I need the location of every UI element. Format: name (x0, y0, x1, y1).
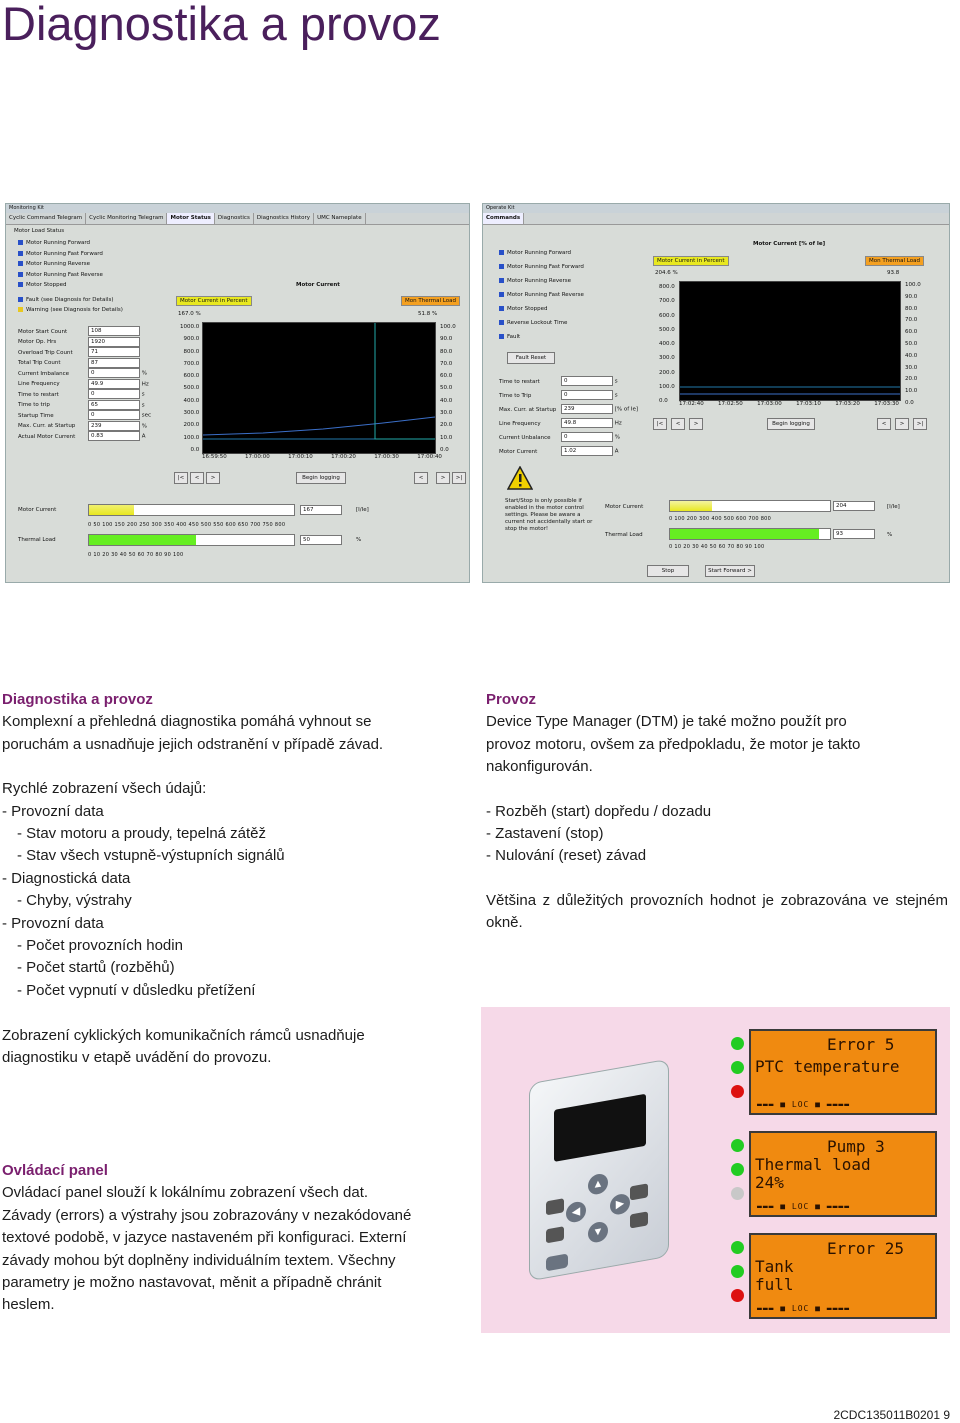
field-unit: sec (141, 412, 152, 419)
field-unit: [% of Ie] (614, 406, 639, 413)
lcd-line-1: Pump 3 (827, 1137, 885, 1156)
panel-line: závady mohou být doplněny individuálním textem. Všechny (2, 1251, 396, 1269)
field-value: 65 (88, 400, 140, 410)
chart-title: Motor Current [% of Ie] (753, 241, 826, 247)
green-led (731, 1139, 744, 1152)
lcd-line-3: full (755, 1275, 794, 1294)
led-column (731, 1239, 745, 1309)
window-title: Operate Kit (483, 204, 949, 213)
nav-zoom-in-button[interactable]: > (895, 418, 909, 430)
page-footer: 2CDC135011B0201 9 (833, 1408, 950, 1422)
green-led (731, 1037, 744, 1050)
status-list (499, 248, 584, 346)
device-button[interactable] (546, 1226, 564, 1243)
field-label: Max. Curr. at Startup (499, 406, 557, 413)
list-item: - Počet provozních hodin (17, 937, 183, 955)
cyclic-line: Zobrazení cyklických komunikačních rámců usnadňuje (2, 1027, 365, 1044)
motor-current-bar (669, 500, 831, 512)
lcd-line-1: Error 25 (827, 1239, 905, 1258)
operation-section (486, 689, 948, 935)
tab-bar (483, 213, 949, 225)
value-motor-current: 167.0 % (178, 311, 201, 317)
up-arrow-button[interactable]: ▲ (588, 1172, 608, 1196)
status-list (18, 238, 123, 316)
motor-current-value: 204 (833, 501, 875, 511)
field-value: 1.02 (561, 446, 613, 456)
led-column (731, 1137, 745, 1207)
panel-line: parametry je možno nastavovat, měnit a případně chránit (2, 1274, 382, 1292)
field-value: 0.83 (88, 431, 140, 441)
panel-section (2, 1160, 472, 1317)
field-label: Line Frequency (499, 420, 541, 427)
left-arrow-button[interactable]: ◀ (566, 1200, 586, 1224)
field-unit: % (141, 370, 147, 377)
thermal-load-value: 50 (300, 535, 342, 545)
thermal-load-unit: % (356, 537, 362, 543)
thermal-load-label: Thermal Load (605, 532, 643, 538)
nav-zoom-out-button[interactable]: < (877, 418, 891, 430)
field-label: Startup Time (18, 412, 54, 419)
section-heading: Provoz (486, 691, 537, 708)
panel-line: Závady (errors) a výstrahy jsou zobrazovány v nezakódované (2, 1206, 412, 1224)
motor-current-scale: 0 100 200 300 400 500 600 700 800 (669, 516, 772, 522)
led-column (731, 1035, 745, 1105)
status-label: Motor Running Fast Reverse (26, 271, 103, 278)
field-label: Motor Start Count (18, 328, 68, 335)
monitoring-window (5, 203, 470, 583)
green-led (731, 1163, 744, 1176)
section-heading: Ovládací panel (2, 1162, 108, 1179)
value-motor-current: 204.6 % (655, 270, 678, 276)
motor-current-fill (670, 501, 712, 511)
list-item: - Provozní data (2, 914, 104, 932)
field-value: 49.8 (561, 418, 613, 428)
intro-line: poruchám a usnadňuje jejich odstranění v případě závad. (2, 735, 384, 753)
diagnostics-section (2, 689, 462, 1002)
field-value: 0 (561, 432, 613, 442)
thermal-load-label: Thermal Load (18, 537, 56, 543)
status-label: Motor Running Fast Reverse (507, 292, 584, 298)
cyclic-line: diagnostiku v etapě uvádění do provozu. (2, 1049, 272, 1067)
nav-next-button[interactable]: > (689, 418, 703, 430)
field-value: 0 (88, 389, 140, 399)
intro-line: provoz motoru, ovšem za předpokladu, že motor je takto (486, 735, 861, 753)
status-label: Motor Running Fast Forward (507, 264, 584, 270)
legend-thermal-load: Mon Thermal Load (865, 256, 924, 266)
warning-led (18, 307, 23, 312)
list-item: - Diagnostická data (2, 869, 131, 887)
field-value: 0 (561, 390, 613, 400)
nav-last-button[interactable]: >| (452, 472, 466, 484)
field-unit: Hz (141, 381, 149, 387)
operate-window (482, 203, 950, 583)
status-led (499, 320, 504, 325)
nav-first-button[interactable]: |< (174, 472, 188, 484)
plot-lines (203, 323, 435, 453)
tab-motor-status[interactable]: Motor Status (167, 213, 214, 224)
panel-line: heslem. (2, 1296, 55, 1314)
field-value: 0 (88, 368, 140, 378)
status-led (499, 264, 504, 269)
field-label: Max. Curr. at Startup (18, 423, 76, 429)
list-item: - Stav motoru a proudy, tepelná zátěž (17, 825, 267, 843)
field-label: Line Frequency (18, 381, 60, 387)
y-axis-left: 800.0 700.0 600.0 500.0 400.0 300.0 200.0 100.0 0.0 (659, 284, 675, 405)
status-label: Motor Running Fast Forward (26, 250, 103, 257)
motor-current-scale: 0 50 100 150 200 250 300 350 400 450 500 550 600 650 700 750 800 (88, 522, 286, 528)
status-label: Motor Running Forward (26, 240, 91, 246)
nav-last-button[interactable]: >| (913, 418, 927, 430)
field-list (18, 326, 151, 442)
status-label: Fault (507, 334, 521, 340)
field-label: Motor Op. Hrs (18, 339, 57, 345)
tab-commands[interactable]: Commands (483, 213, 524, 224)
tab-cyclic-monitoring[interactable]: Cyclic Monitoring Telegram (86, 213, 167, 224)
control-panel-illustration (481, 1007, 950, 1333)
y-axis-left: 1000.0 900.0 800.0 700.0 600.0 500.0 400.0 300.0 200.0 100.0 0.0 (180, 324, 200, 453)
status-led (499, 250, 504, 255)
list-item: - Počet startů (rozběhů) (17, 959, 175, 977)
cyclic-note (2, 1025, 462, 1070)
green-led (731, 1061, 744, 1074)
field-value: 239 (561, 404, 613, 414)
field-label: Motor Current (499, 448, 538, 455)
panel-line: Ovládací panel slouží k lokálnímu zobrazení všech dat. (2, 1184, 369, 1202)
motor-current-label: Motor Current (605, 504, 644, 510)
x-axis: 16:59:50 17:00:00 17:00:10 17:00:20 17:00:30 17:00:40 (202, 454, 442, 460)
thermal-scale: 0 10 20 30 40 50 60 70 80 90 100 (88, 552, 184, 558)
current-plot (679, 281, 901, 401)
warning-icon (507, 466, 533, 490)
status-label: Motor Running Reverse (507, 278, 572, 284)
device-display (554, 1094, 646, 1162)
value-thermal-load: 51.8 % (418, 311, 438, 317)
thermal-load-bar (669, 528, 831, 540)
legend-motor-current: Motor Current in Percent (176, 296, 252, 306)
thermal-load-unit: % (887, 532, 893, 538)
thermal-load-value: 93 (833, 529, 875, 539)
list-item: - Chyby, výstrahy (17, 892, 132, 910)
green-led (731, 1241, 744, 1254)
field-value: 108 (88, 326, 140, 336)
list-item: - Rozběh (start) dopředu / dozadu (486, 802, 712, 820)
red-led (731, 1289, 744, 1302)
field-label: Actual Motor Current (18, 433, 76, 440)
tab-bar (6, 213, 469, 225)
field-value: 87 (88, 358, 140, 368)
status-led (499, 278, 504, 283)
field-value: 0 (561, 376, 613, 386)
field-unit: s (614, 378, 618, 385)
device-button[interactable] (630, 1211, 648, 1228)
status-led (499, 292, 504, 297)
list-item: - Provozní data (2, 802, 104, 820)
motor-current-unit: [I/Ie] (356, 507, 369, 513)
field-label: Time to trip (18, 402, 50, 408)
nav-prev-button[interactable]: < (190, 472, 204, 484)
field-unit: % (141, 423, 147, 429)
status-led (18, 297, 23, 302)
current-plot (202, 322, 436, 454)
list-title: Rychlé zobrazení všech údajů: (2, 780, 207, 798)
field-value: 1920 (88, 337, 140, 347)
field-label: Time to restart (499, 378, 540, 385)
lcd-footer: ▬▬▬ ■ LOC ■ ▬▬▬▬ (757, 1202, 851, 1211)
begin-logging-button[interactable]: Begin logging (296, 472, 346, 484)
field-label: Time to Trip (499, 392, 532, 399)
plot-lines (680, 282, 900, 400)
field-label: Time to restart (18, 391, 59, 398)
closing-text: Většina z důležitých provozních hodnot je zobrazována ve stejném okně. (486, 891, 948, 932)
field-label: Total Trip Count (18, 360, 61, 366)
section-heading: Diagnostika a provoz (2, 691, 153, 708)
fault-reset-button[interactable]: Fault Reset (507, 352, 555, 364)
motor-current-fill (89, 505, 134, 515)
stop-button[interactable]: Stop (647, 565, 689, 577)
field-unit: Hz (614, 420, 622, 427)
y-axis-right: 100.0 90.0 80.0 70.0 60.0 50.0 40.0 30.0 20.0 10.0 0.0 (905, 282, 921, 406)
list-item: - Počet vypnutí v důsledku přetížení (17, 981, 256, 999)
status-led (18, 282, 23, 287)
status-label: Motor Stopped (507, 306, 548, 312)
lcd-line-1: Error 5 (827, 1035, 895, 1054)
field-label: Overload Trip Count (18, 349, 73, 356)
status-label: Reverse Lockout Time (507, 320, 568, 326)
field-value: 71 (88, 347, 140, 357)
begin-logging-button[interactable]: Begin logging (767, 418, 815, 430)
warning-text: Start/Stop is only possible if enabled in the motor control settings. Please be aware a current not accidentally start or stop the motor! (505, 498, 593, 532)
field-label: Current Imbalance (18, 370, 70, 377)
field-unit: A (141, 433, 146, 440)
status-led (18, 261, 23, 266)
field-list (499, 376, 638, 460)
lcd-display-pump-3 (749, 1131, 937, 1217)
lcd-display-error-25 (749, 1233, 937, 1319)
group-title: Motor Load Status (14, 228, 65, 234)
legend-motor-current: Motor Current in Percent (653, 256, 729, 266)
control-panel-device (529, 1059, 669, 1282)
red-led (731, 1085, 744, 1098)
x-axis: 17:02:40 17:02:50 17:03:00 17:03:10 17:03:20 17:03:30 (679, 401, 899, 407)
lcd-line-3: 24% (755, 1173, 784, 1192)
field-unit: s (614, 392, 618, 399)
tab-diagnostics[interactable]: Diagnostics (215, 213, 254, 224)
field-unit: % (614, 434, 620, 441)
thermal-load-fill (670, 529, 819, 539)
lcd-footer: ▬▬▬ ■ LOC ■ ▬▬▬▬ (757, 1100, 851, 1109)
status-label: Fault (see Diagnosis for Details) (26, 296, 114, 303)
legend-thermal-load: Mon Thermal Load (401, 296, 460, 306)
status-label: Motor Running Forward (507, 250, 572, 256)
status-led (18, 251, 23, 256)
intro-line: Komplexní a přehledná diagnostika pomáhá vyhnout se (2, 713, 372, 731)
chart-title: Motor Current (296, 282, 340, 288)
nav-zoom-in-button[interactable]: > (436, 472, 450, 484)
intro-line: Device Type Manager (DTM) je také možno použít pro (486, 713, 847, 731)
tab-umc-nameplate[interactable]: UMC Nameplate (314, 213, 366, 224)
thermal-load-bar (88, 534, 295, 546)
thermal-scale: 0 10 20 30 40 50 60 70 80 90 100 (669, 544, 765, 550)
right-arrow-button[interactable]: ▶ (610, 1193, 630, 1217)
lcd-line-2: Tank (755, 1257, 794, 1276)
value-thermal-load: 93.8 (887, 270, 900, 276)
nav-next-button[interactable]: > (206, 472, 220, 484)
status-led (499, 334, 504, 339)
field-value: 0 (88, 410, 140, 420)
list-item: - Zastavení (stop) (486, 825, 604, 843)
status-label: Motor Stopped (26, 282, 67, 288)
status-label: Motor Running Reverse (26, 261, 91, 267)
off-led (731, 1187, 744, 1200)
nav-zoom-out-button[interactable]: < (414, 472, 428, 484)
field-unit: s (141, 402, 145, 408)
motor-current-label: Motor Current (18, 507, 57, 513)
lcd-footer: ▬▬▬ ■ LOC ■ ▬▬▬▬ (757, 1304, 851, 1313)
list-item: - Stav všech vstupně-výstupních signálů (17, 847, 285, 865)
intro-line: nakonfigurován. (486, 758, 593, 776)
nav-first-button[interactable]: |< (653, 418, 667, 430)
lcd-display-error-5 (749, 1029, 937, 1115)
down-arrow-button[interactable]: ▼ (588, 1220, 608, 1244)
thermal-load-fill (89, 535, 196, 545)
field-unit: s (141, 391, 145, 398)
field-value: 49.9 (88, 379, 140, 389)
list-item: - Nulování (reset) závad (486, 847, 647, 865)
start-forward-button[interactable]: Start Forward > (705, 565, 755, 577)
nav-prev-button[interactable]: < (671, 418, 685, 430)
field-value: 239 (88, 421, 140, 431)
status-led (499, 306, 504, 311)
tab-cyclic-command[interactable]: Cyclic Command Telegram (6, 213, 86, 224)
window-title: Monitoring Kit (6, 204, 469, 213)
status-label: Warning (see Diagnosis for Details) (26, 307, 123, 313)
page-title: Diagnostika a provoz (2, 0, 441, 50)
stop-button[interactable] (546, 1253, 568, 1271)
lcd-line-2: PTC temperature (755, 1057, 900, 1076)
field-label: Current Unbalance (499, 434, 551, 441)
tab-diagnostics-history[interactable]: Diagnostics History (254, 213, 314, 224)
field-unit: A (614, 448, 619, 455)
device-button[interactable] (630, 1183, 648, 1200)
green-led (731, 1265, 744, 1278)
lcd-line-2: Thermal load (755, 1155, 871, 1174)
status-led (18, 272, 23, 277)
motor-current-unit: [I/Ie] (887, 504, 900, 510)
panel-line: textové podobě, v jazyce nastaveném při konfiguraci. Externí (2, 1229, 407, 1247)
motor-current-bar (88, 504, 295, 516)
device-button[interactable] (546, 1198, 564, 1215)
status-led (18, 240, 23, 245)
y-axis-right: 100.0 90.0 80.0 70.0 60.0 50.0 40.0 30.0 20.0 10.0 0.0 (440, 324, 456, 453)
motor-current-value: 167 (300, 505, 342, 515)
